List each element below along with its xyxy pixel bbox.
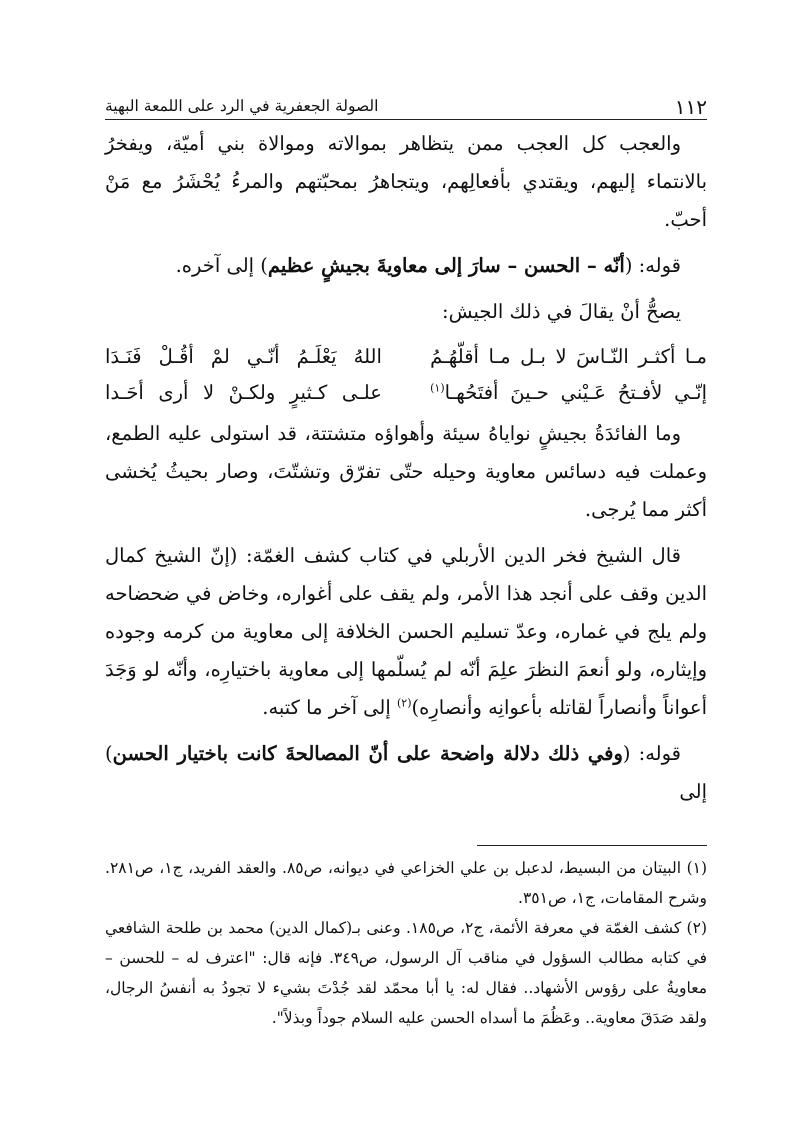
poem — [105, 339, 707, 411]
footnote: (٢) كشف الغمّة في معرفة الأئمة، ج٢، ص١٨٥. وعنى بـ(كمال الدين) محمد بن طلحة الشافعي في كتابه مطالب السؤول في مناقب آل الرسول، ص٣٤٩. فإنه قال: "اعترف له – للحسن – معاويةُ على رؤوس الأشهاد.. فقال له: يا أبا محمّد لقد جُدْتَ بشيء لا تجودُ به أنفسُ الرجال، ولقد صَدَقَ معاوية.. وعَظُمَ ما أسداه الحسن عليه السلام جوداً وبذلاً". — [105, 919, 708, 1027]
footnote-ref: (١) — [430, 381, 445, 395]
poem-verse — [105, 375, 707, 411]
footnote-separator — [477, 845, 707, 846]
running-title: الصولة الجعفرية في الرد على اللمعة البهية — [105, 97, 379, 115]
quote-prefix: قوله: ( — [624, 254, 681, 277]
quote-paragraph — [105, 247, 707, 285]
footnotes — [105, 853, 707, 1033]
hemistich: علـى كـثيرٍ ولكـنْ لا أرى أحَـدا — [105, 381, 382, 404]
quote-suffix: ) إلى آخره. — [175, 254, 268, 277]
quote-suffix: ) إلى — [105, 742, 707, 803]
hemistich-text: إنّـي لأفـتحُ عَـيْني حـينَ أفتَحُهـا — [444, 381, 707, 404]
paragraph — [105, 537, 707, 727]
page-number: ١١٢ — [674, 95, 707, 119]
paragraph: وما الفائدَةُ بجيشٍ نواياهُ سيئة وأهواؤه متشتتة، قد استولى عليه الطمع، وعملت فيه دسائس معاوية وحيله حتّى تفرّق وتشتّتَ، وصار بحيثُ يُخشى أكثر مما يُرجى. — [105, 422, 707, 521]
paragraph-suffix: إلى آخر ما كتبه. — [262, 696, 397, 719]
footnote-ref: (٢) — [397, 696, 412, 710]
footnote: (١) البيتان من البسيط، لدعبل بن علي الخزاعي في ديوانه، ص٨٥. والعقد الفريد، ج١، ص٢٨١. وشرح المقامات، ج١، ص٣٥١. — [105, 859, 708, 907]
quoted-text: وفي ذلك دلالة واضحة على أنّ المصالحةَ كانت باختيار الحسن — [112, 742, 623, 765]
main-text — [105, 125, 707, 811]
quote-paragraph — [105, 735, 707, 811]
paragraph: والعجب كل العجب ممن يتظاهر بموالاته وموالاة بني أميّة، ويفخرُ بالانتماء إليهم، ويقتدي بأفعالِهم، ويتجاهرُ بمحبّتهم والمرءُ يُحْشَرُ مع مَنْ أحبّ. — [105, 132, 707, 231]
hemistich: مـا أكثـر النّـاسَ لا بـل مـا أقلّهُـمُ — [430, 345, 707, 368]
paragraph: يصحُّ أنْ يقالَ في ذلك الجيش: — [442, 300, 681, 323]
quoted-text: أنّه – الحسن – سارَ إلى معاويةَ بجيشٍ عظيم — [267, 254, 625, 277]
hemistich — [430, 375, 707, 411]
hemistich: اللهُ يَعْلَـمُ أنّـي لمْ أقُـلْ فَنَـدَا — [105, 345, 382, 368]
quote-prefix: قوله: ( — [622, 742, 681, 765]
book-page — [105, 85, 707, 1085]
page-header — [105, 85, 707, 120]
paragraph-text: قال الشيخ فخر الدين الأربلي في كتاب كشف الغمّة: (إنّ الشيخ كمال الدين وقف على أنجد هذا الأمر، ولم يقف على أغواره، وخاض في ضحضاحه ولم يلج في غماره، وعدّ تسليم الحسن الخلافة إلى معاوية من كرمه وجوده وإيثاره، ولو أنعمَ النظرَ علِمَ أنّه لم يُسلّمها إلى معاوية باختيارِه، وأنّه لو وَجَدَ أعواناً وأنصاراً لقاتله بأعوانِه وأنصارِه) — [105, 544, 707, 719]
poem-verse — [105, 339, 707, 375]
